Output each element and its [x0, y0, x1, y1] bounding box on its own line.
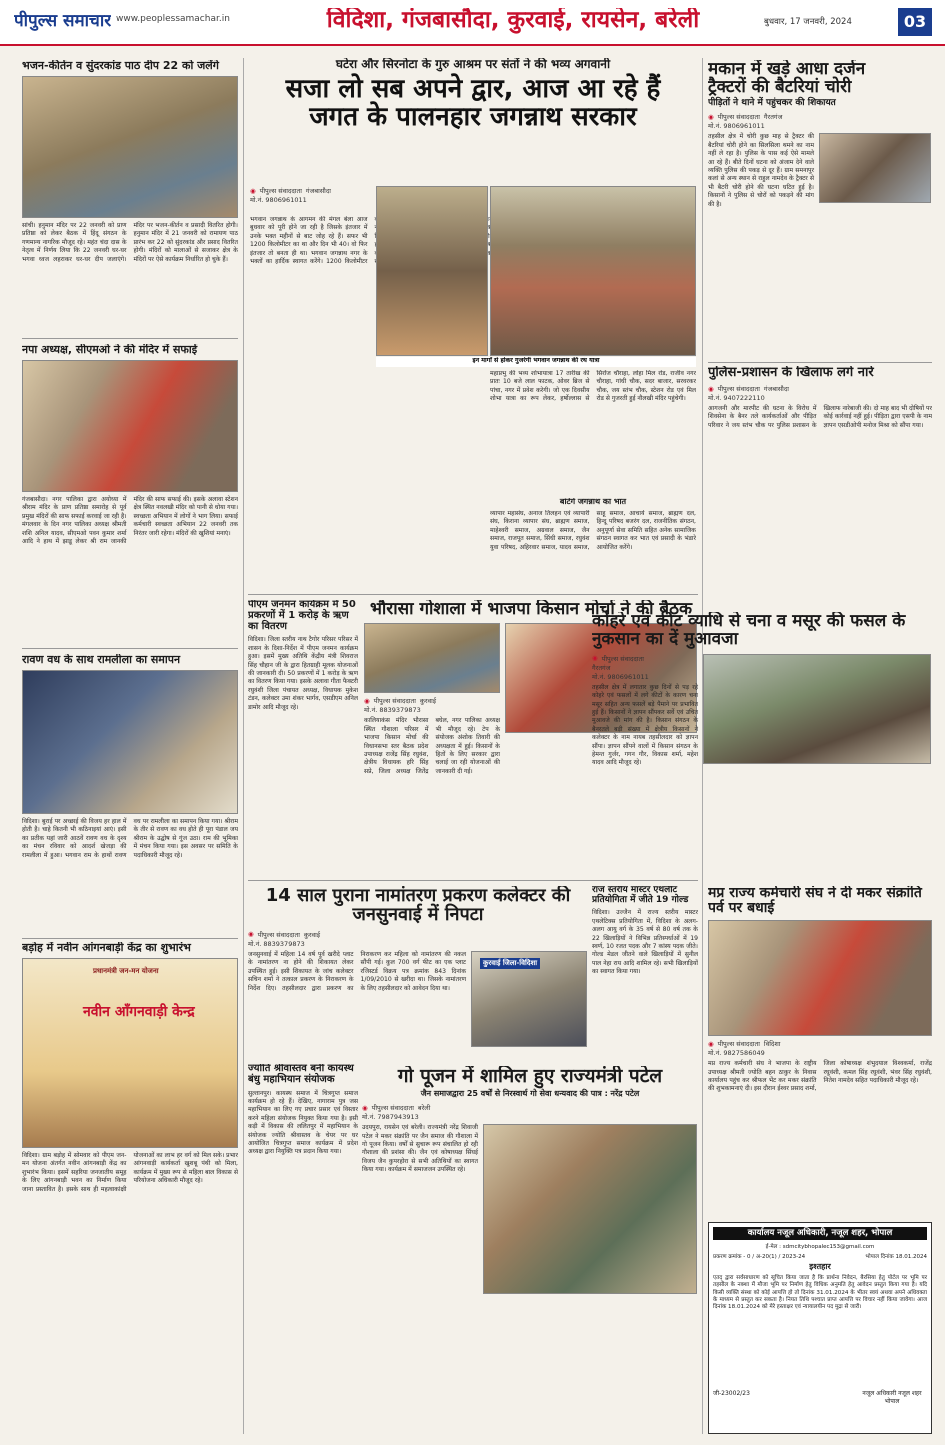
karmchari-story: मप्र राज्य कर्मचारी संघ ने दी मकर संक्रांति पर्व पर बधाई ◉ पीपुल्स संवाददाता विदिशा मो.नं. 9827586049 मप्र राज्य कर्मचारी संघ ने भाजपा के राष्ट्रीय उपाध्यक्ष श्रीमती ज्योति बहन ठाकुर के निवास कार्यालय पहुंच कर श्रीफल भेंट कर मकर संक्रांति की शुभकामनाएं दी। इस दौरान ईश्वर प्रसाद शर्मा, जिला कोषाध्यक्ष शंभुदयाल विश्वकर्मा, राजेंद्र रघुवंशी, कमल सिंह रघुवंशी, भंवर सिंह रघुवंशी, नितेश नामदेव सहित पदाधिकारी मौजूद रहे।: [708, 886, 932, 1218]
kohra-photo: [703, 654, 931, 764]
anganwadi-photo: [22, 958, 238, 1148]
tractor-story: मकान में खड़े आधा दर्जन ट्रैक्टरों की बैटरियां चोरी पीड़ितों ने थाने में पहुंचकर की शिकायत ◉ पीपुल्स संवाददाता गैरतगंज मो.नं. 9806961011 तहसील क्षेत्र में चोरी कुछ माह से ट्रैक्टर की बैटरियां चोरी होने का सिलसिला थमने का नाम नहीं ले रहा है। पुलिस के पास कई ऐसे मामले आ रहे हैं। बीते दिनों घटना को अंजाम देने वाले व्यक्ति पुलिस की पकड़ से दूर हैं। ग्राम समनापुर कलां से अन्य स्थान से राहुल नामदेव के ट्रैक्टर से भी बैटरी चोरी होने की घटना घटित हुई है। किसानों ने पुलिस से चोरों को पकड़ने की मांग की है।: [708, 60, 932, 360]
byline-name: पीपुल्स संवाददाता: [259, 187, 302, 195]
bhajan-story: [22, 60, 238, 336]
pmjan-body: विदिशा। जिला स्तरीय नाथ टैगोर परिसर परिसर में शासन के दिशा-निर्देश में पीएम जनमन कार्यक्रम हुआ। इसमें मुख्य अतिथि केंद्रीय मंत्री शिवराज सिंह चौहान जी के द्वारा हितग्राही मूलक योजनाओं की जानकारी दी। 50 प्रकरणों में 1 करोड़ के ऋण का वितरण किया गया। इसके अलावा गीता फैक्टरी रघुवंशी जिला पंचायत अध्यक्ष, विधायक मुकेश टंडन, कलेक्टर उमा शंकर भार्गव, एसडीएम अनिल डामोर आदि मौजूद रहे।: [248, 636, 358, 711]
gaushala-mobile: मो.नं. 8839379873: [364, 706, 421, 715]
lead-byline: [250, 186, 380, 204]
lead-photo: [490, 186, 696, 356]
athletics-body: विदिशा। उज्जैन में राज्य स्तरीय मास्टर एथलेटिक्स प्रतियोगिता में, विदिशा के अलग-अलग आयु वर्ग के 35 वर्ष से 80 वर्ष तक के 22 खिलाड़ियों ने विभिन्न प्रतिस्पर्धाओं में 19 स्वर्ण, 10 रजत पदक और 7 कांस्य पदक जीते। गोल्ड मेडल जीतने वाले खिलाड़ियों में सुनील पाल नेहा राय आदि शामिल रहे। सभी खिलाड़ियों का स्वागत किया गया।: [592, 909, 698, 976]
gaushala-byline: पीपुल्स संवाददाता: [373, 697, 416, 706]
jyoti-headline: ज्योति श्रीवास्तव बनी कायस्थ बंधु महाभियान संयोजक: [248, 1064, 354, 1085]
notice-date: भोपाल दिनांक 18.01.2024: [865, 1254, 927, 1261]
kohra-byline: पीपुल्स संवाददाता: [601, 654, 644, 663]
tractor-mobile: मो.नं. 9806961011: [708, 122, 765, 131]
masthead: [0, 0, 945, 46]
namantaran-body: जनसुनवाई में महिला 14 वर्ष पूर्व खरीदे प्लाट के नामांतरण ना होने की शिकायत लेकर उपस्थित हुई। इसी शिकायत के जांच कलेक्टर सचिन शर्मा ने तत्काल प्रकरण के निराकरण के निर्देश दिए। तहसीलदार द्वारा प्रकरण का निराकरण कर महिला को नामांतरण की नकल सौंपी गई। कुल 700 वर्ग फीट का एक प्लाट रजिस्टर्ड विक्रय पत्र क्रमांक 843 दिनांक 1/09/2010 से खरीदा था। जिसके नामांतरण के लिए तहसीलदार को आवेदन दिया था।: [248, 950, 466, 992]
bhajan-body: सांची। हनुमान मंदिर पर 22 जनवरी को प्राण प्रतिष्ठा को लेकर बैठक में हिंदू संगठन के गणमान्य नागरिक मौजूद रहे। महंत चंदा दास के नेतृत्व में निर्णय लिया कि 22 जनवरी घर-घर भगवा ध्वज लहराकर घर-घर दीप जलाएंगे। मंदिर पर भजन-कीर्तन व प्रसादी वितरित होगी। हनुमान मंदिर में 21 जनवरी को रामायण पाठ प्रारंभ कर 22 को सुंदरकांड और प्रसाद वितरित होगी। मंदिरों को मालाओं से सजाकर क्षेत्र के मंदिरों पर ऐसे कार्यक्रम निर्धारित हो चुके हैं।: [22, 221, 238, 263]
notice-head: इश्तहार: [809, 1262, 831, 1272]
athletics-headline: राज स्तरीय मास्टर एथलीट प्रतियोगिता में जीते 19 गोल्ड: [592, 886, 689, 905]
tractor-body: तहसील क्षेत्र में चोरी कुछ माह से ट्रैक्टर की बैटरियां चोरी होने का सिलसिला थमने का नाम नहीं ले रहा है। पुलिस के पास कई ऐसे मामले आ रहे हैं। बीते दिनों घटना को अंजाम देने वाले व्यक्ति पुलिस की पकड़ से दूर हैं। ग्राम समनापुर कलां से अन्य स्थान से राहुल नामदेव के ट्रैक्टर से भी बैटरी चोरी होने की घटना घटित हुई है। किसानों ने पुलिस से चोरों को पकड़ने की मांग की है।: [708, 133, 814, 208]
sub2-body: व्यापार महासंघ, अनाज तिलहन एवं व्यापारी संघ, किराना व्यापार संघ, ब्राह्मण समाज, माहेश्वरी समाज, अग्रवाल समाज, जैन समाज, राजपूत समाज, सिंधी समाज, रघुवंश युवा परिषद, अहिरवार समाज, यादव समाज, साहू समाज, आचार्य समाज, ब्राह्मण दल, हिन्दू परिषद बजरंग दल, राजनीतिक संगठन, अनुपूर्णा सेवा समिति सहित अनेक सामाजिक संगठन स्वागत कर भात एवं प्रसादी के भंडारे आयोजित करेंगे।: [490, 510, 696, 551]
namantaran-place: कुरवाई: [303, 930, 321, 939]
tractor-subhead: पीड़ितों ने थाने में पहुंचकर की शिकायत: [708, 97, 836, 108]
anganwadi-body: विदिशा। ग्राम बड़ोह में सोमवार को पीएम जन-मन योजना अंतर्गत नवीन आंगनबाड़ी केंद्र का शुभारंभ किया। इसमें सहरिया जनजातीय समूह के लिए आंगनबाड़ी भवन का निर्माण किया जाना प्रस्तावित है। इसके साथ ही महत्वाकांक्षी योजनाओं का लाभ हर वर्ग को मिल सके। प्रभार आंगनवाड़ी कार्यकर्ता खुशबू पंथी को मिला, कार्यक्रम में मुख्य रूप से महिला बाल विकास से परियोजना अधिकारी मौजूद रहे।: [22, 1151, 238, 1193]
gopujan-story: गो पूजन में शामिल हुए राज्यमंत्री पटेल जैन समाजद्वारा 25 वर्षों से निरस्वार्थ गो सेवा धन्यवाद की पात्र : नरेंद्र पटेल ◉ पीपुल्स संवाददाता बरेली मो.नं. 7987943913 उदयपुरा, रायसेन एवं बरेली। राज्यमंत्री नरेंद्र शिवाजी पटेल ने मकर संक्रांति पर जैन समाज की गौशाला में गो पूजन किया। वर्षों से सुचारू रूप संचालित हो रही गौशाला की प्रशंसा की। जैन एवं कोषाध्यक्ष सिंघई विजय जैन कुपरहोरा से सभी अतिथियों का स्वागत किया गया। कार्यक्रम में समाजजन उपस्थित रहे।: [362, 1066, 698, 1434]
pmjan-headline: पीएम जनमन कार्यक्रम में 50 प्रकरणों में 1 करोड़ के ऋण का वितरण: [248, 600, 356, 632]
gaushala-story: भौरासा गोशाला में भाजपा किसान मोर्चा ने की बैठक ◉ पीपुल्स संवाददाता कुरवाई मो.नं. 8839379873 कालियाकंस मंदिर भौरासा स्थित गौशाला परिसर में भाजपा किसान मोर्चा की विधानसभा स्तर बैठक प्रदेश उपाध्यक्ष राजेंद्र सिंह रघुवंश, क्षेत्रीय विधायक हरि सिंह सप्रे, जिला अध्यक्ष जितेंद्र बघेल, नगर पालिका अध्यक्ष भी मौजूद रहे। टेप के संयोजक अंशोक तिवारी की अध्यक्षता में हुई। किसानों के हितों के लिए सरकार द्वारा चलाई जा रही योजनाओं की जानकारी दी गई।: [364, 600, 698, 880]
kohra-body: तहसील क्षेत्र में लगातार कुछ दिनों से पड़ रहे कोहरे एवं फसलों में लगे कीटों के कारण चना मसूर सहित अन्य फसलें बड़े पैमाने पर प्रभावित हुई हैं। किसानों ने ज्ञापन सौंपकर सर्वे एवं उचित मुआवजे की मांग की है। किसान संगठन के बैनरतले बड़ी संख्या में क्षेत्रीय किसानों ने कलेक्टर के नाम नायब तहसीलदार को ज्ञापन सौंपा। ज्ञापन सौंपने वालों में किसान संगठन के हेमन्त गुर्जर, गगन गौर, विकास शर्मा, महेश यादव आदि मौजूद रहे।: [592, 683, 698, 767]
jyoti-story: [248, 1064, 358, 1434]
edition-title: विदिशा, गंजबासौदा, कुरवाई, रायसेन, बरेली: [326, 8, 700, 33]
namantaran-story: 14 साल पुराना नामांतरण प्रकरण कलेक्टर की जनसुनवाई में निपटा ◉ पीपुल्स संवाददाता कुरवाई मो.नं. 8839379873 जनसुनवाई में महिला 14 वर्ष पूर्व खरीदे प्लाट के नामांतरण ना होने की शिकायत लेकर उपस्थित हुई। इसी शिकायत के जांच कलेक्टर सचिन शर्मा ने तत्काल प्रकरण के निराकरण के निर्देश दिए। तहसीलदार द्वारा प्रकरण का निराकरण कर महिला को नामांतरण की नकल सौंपी गई। कुल 700 वर्ग फीट का एक प्लाट रजिस्टर्ड विक्रय पत्र क्रमांक 843 दिनांक 1/09/2010 से खरीदा था। जिसके नामांतरण के लिए तहसीलदार को आवेदन दिया था। कुरवाई जिला-विदिशा: [248, 886, 588, 1062]
kohra-place: गैरतगंज: [592, 663, 611, 672]
gaushala-place: कुरवाई: [419, 697, 437, 706]
lead-headline-1: सजा लो सब अपने द्वार, आज आ रहे हैं: [285, 73, 661, 104]
notice-office: कार्यालय नजूल अधिकारी, नजूल शहर, भोपाल: [713, 1227, 927, 1240]
route-body: महाप्रभु की भव्य शोभायात्रा 17 तारीख की प्रातः 10 बजे लाल फाटक, ओवर ब्रिज से पांचा, नगर में प्रवेश करेगी। जो एक दिवसीय शोभा यात्रा का रूप लेकर, हर्षोल्लास से सिरोंज चौराहा, लोहा मिल रोड, राजीव नगर चौराहा, गांधी चौक, सदर बाजार, सरवरकर चौक, जय स्तंभ चौक, स्टेशन रोड एवं मिल रोड से गुजरती हुई नौलखी मंदिर पहुंचेगी।: [490, 370, 696, 403]
date: बुधवार, 17 जनवरी, 2024: [764, 17, 852, 27]
gopujan-headline: गो पूजन में शामिल हुए राज्यमंत्री पटेल: [397, 1066, 663, 1087]
police-mobile: मो.नं. 9407222110: [708, 394, 765, 403]
notice-email: ई-मेल : sdmcitybhopalec153@gmail.com: [765, 1244, 875, 1251]
gaushala-headline: भौरासा गोशाला में भाजपा किसान मोर्चा ने की बैठक: [369, 600, 693, 619]
karmchari-photo: [708, 920, 932, 1036]
karmchari-byline: पीपुल्स संवाददाता: [717, 1040, 760, 1049]
notice-box: [708, 1222, 932, 1434]
gopujan-mobile: मो.नं. 7987943913: [362, 1113, 419, 1122]
karmchari-place: विदिशा: [763, 1040, 781, 1049]
lead-body: भगवान जगन्नाथ के आगमन की मंगल बेला आज बुधवार को पूरी होने जा रही है जिसके इंतजार में उनके भक्त महीनों से बाट जोह रहे हैं। सफर भी 1200 किलोमीटर का था और दिन भी 40। वो फिर इंतजार तो बनता ही था। भगवान जगन्नाथ नगर के भक्तों का हार्दिक स्वागत करेंगे। 1200 किलोमीटर: [250, 216, 368, 266]
tractor-place: गैरतगंज: [763, 113, 783, 122]
police-story: पुलिस-प्रशासन के खिलाफ लगे नारे ◉ पीपुल्स संवाददाता गंजबासौदा मो.नं. 9407222110 आगजनी और मारपीट की घटना के विरोध में शिवसेना के बैनर तले कार्यकर्ताओं और पीड़ित परिवार ने जय स्तंभ चौक पर पुलिस प्रशासन के खिलाफ नारेबाजी की। दो माह बाद भी दोषियों पर कोई कार्रवाई नहीं हुई। पीड़िता द्वारा एसपी के नाम ज्ञापन एसडीओपी मनोज मिश्रा को सौंपा गया।: [708, 366, 932, 610]
tractor-byline: पीपुल्स संवाददाता: [717, 113, 760, 122]
karmchari-mobile: मो.नं. 9827586049: [708, 1049, 765, 1058]
paper-logo: पीपुल्स समाचार: [14, 11, 112, 31]
gopujan-kicker: जैन समाजद्वारा 25 वर्षों से निरस्वार्थ गो सेवा धन्यवाद की पात्र : नरेंद्र पटेल: [420, 1088, 640, 1098]
gaushala-body-a: कालियाकंस मंदिर भौरासा स्थित गौशाला परिसर में भाजपा किसान मोर्चा की विधानसभा स्तर बैठक प्रदेश उपाध्यक्ष राजेंद्र सिंह रघुवंश, क्षेत्रीय विधायक हरि सिंह सप्रे, जिला अध्यक्ष जितेंद्र बघेल, नगर पालिका अध्यक्ष भी मौजूद रहे। टेप के संयोजक अंशोक तिवारी की अध्यक्षता में हुई। किसानों के हितों के लिए सरकार द्वारा चलाई जा रही योजनाओं की जानकारी दी गई।: [364, 717, 500, 775]
bhajan-photo: [22, 76, 238, 218]
namantaran-headline: 14 साल पुराना नामांतरण प्रकरण कलेक्टर की जनसुनवाई में निपटा: [265, 886, 571, 926]
notice-sign: नजूल अधिकारी नजूल शहर भोपाल: [862, 1389, 922, 1405]
lead-headline-2: जगत के पालनहार जगन्नाथ सरकार: [309, 102, 637, 133]
namantaran-photo-label: कुरवाई जिला-विदिशा: [480, 958, 540, 969]
notice-case: प्रकरण क्रमांक - 0 / अ-20(1) / 2023-24: [713, 1254, 806, 1261]
byline-mobile: मो.नं. 9806961011: [250, 196, 307, 204]
kohra-headline: कोहरे एवं कीट व्याधि से चना व मसूर की फसल के नुकसान का दें मुआवजा: [592, 612, 906, 650]
anganwadi-banner-main: नवीन आँगनवाड़ी केन्द्र: [83, 1003, 195, 1020]
ravan-headline: रावण वध के साथ रामलीला का समापन: [22, 654, 181, 666]
karmchari-body: मप्र राज्य कर्मचारी संघ ने भाजपा के राष्ट्रीय उपाध्यक्ष श्रीमती ज्योति बहन ठाकुर के निवास कार्यालय पहुंच कर श्रीफल भेंट कर मकर संक्रांति की शुभकामनाएं दी। इस दौरान ईश्वर प्रसाद शर्मा, जिला कोषाध्यक्ष शंभुदयाल विश्वकर्मा, राजेंद्र रघुवंशी, कमल सिंह रघुवंशी, भंवर सिंह रघुवंशी, नितेश नामदेव सहित पदाधिकारी मौजूद रहे।: [708, 1060, 932, 1093]
ravan-story: [22, 654, 238, 936]
bhajan-headline: भजन-कीर्तन व सुंदरकांड पाठ दीप 22 को जलेंगे: [22, 60, 219, 72]
notice-body: एतद् द्वारा सर्वसाधारण को सूचित किया जाता है कि प्रार्थना निवेदन, बैरसिया हेतु पोर्टल पर भूमि पर तहसील के नक्शा में मौजा भूमि पर निर्माण हेतु विधिक अनुमति हेतु आवेदन प्रस्तुत किया गया है। यदि किसी व्यक्ति संस्था को कोई आपत्ति हो तो दिनांक 31.01.2024 के भीतर स्वयं अथवा अपने अधिवक्ता के माध्यम से प्रस्तुत कर सकता है। नियत तिथि पश्चात प्राप्त आपत्ति पर विचार नहीं किया जावेगा। आज दिनांक 18.01.2024 को मेरे हस्ताक्षर एवं न्यायालयीन पद मुद्रा से जारी।: [713, 1274, 927, 1311]
tractor-headline-2: ट्रैक्टरों की बैटरियां चोरी: [708, 77, 852, 98]
namantaran-byline: पीपुल्स संवाददाता: [257, 930, 300, 939]
website: www.peoplessamachar.in: [116, 14, 230, 24]
athletics-story: [592, 886, 698, 1062]
police-place: गंजबासौदा: [763, 385, 789, 394]
police-body: आगजनी और मारपीट की घटना के विरोध में शिवसेना के बैनर तले कार्यकर्ताओं और पीड़ित परिवार ने जय स्तंभ चौक पर पुलिस प्रशासन के खिलाफ नारेबाजी की। दो माह बाद भी दोषियों पर कोई कार्रवाई नहीं हुई। पीड़िता द्वारा एसपी के नाम ज्ञापन एसडीओपी मनोज मिश्रा को सौंपा गया।: [708, 405, 932, 429]
byline-place: गंजबासौदा: [305, 187, 331, 195]
police-byline: पीपुल्स संवाददाता: [717, 385, 760, 394]
tractor-photo: [819, 133, 931, 203]
namantaran-photo: [471, 951, 587, 1047]
gaushala-photo: [364, 623, 500, 693]
anganwadi-story: [22, 942, 238, 1432]
pmjan-story: [248, 600, 358, 890]
karmchari-headline: मप्र राज्य कर्मचारी संघ ने दी मकर संक्रांति पर्व पर बधाई: [708, 886, 922, 917]
napa-photo: [22, 360, 238, 492]
sub2-heading: बांटेंगे जगन्नाथ का भात: [559, 498, 627, 506]
gopujan-byline: पीपुल्स संवाददाता: [371, 1104, 414, 1113]
notice-ref: जी-23002/23: [713, 1389, 750, 1397]
gopujan-photo: [483, 1124, 697, 1294]
lead-photo-small: [376, 186, 488, 356]
police-headline: पुलिस-प्रशासन के खिलाफ लगे नारे: [708, 366, 874, 380]
anganwadi-headline: बड़ोह में नवीन आंगनबाड़ी केंद्र का शुभारंभ: [22, 942, 191, 954]
namantaran-mobile: मो.नं. 8839379873: [248, 939, 305, 948]
tractor-headline-1: मकान में खड़े आधा दर्जन: [708, 60, 866, 79]
napa-body: गंजबासौदा। नगर पालिका द्वारा अयोध्या में श्रीराम मंदिर के प्राण प्रतिष्ठा समारोह से पूर्व प्रमुख मंदिरों की साफ सफाई करवाई जा रही है। मंगलवार के दिन नगर पालिका अध्यक्ष श्रीमती शशि अनिल यादव, सीएमओ पवन कुमार शर्मा आदि ने हाथ में झाडू लेकर श्री राम जानकी मंदिर की साफ सफाई की। इसके अलावा स्टेशन क्षेत्र स्थित नवलखी मंदिर को पानी से धोया गया। स्वच्छता अभियान में लोगों ने भाग लिया। सफाई कर्मचारी स्वच्छता अभियान 22 जनवरी तक निरंतर जारी रहेगा। मंदिरों की खुशियां मनाएं।: [22, 495, 238, 545]
page-number: 03: [898, 8, 932, 36]
lead-kicker: घटेरा और सिरनोटा के गुरु आश्रम पर संतों ने की भव्य अगवानी: [335, 58, 611, 71]
jyoti-body: सुल्तानपुर। कायस्थ समाज में चित्रगुप्त समाज कार्यक्रम हो रहे हैं। देखिए, नागाराम पुत्र जस महाभियान का लिए गए प्रचार प्रसार एवं विस्तार करने महिला संयोजक नियुक्त किया गया है। इसी कड़ी में विकास की ललितपुर में महाभियान के संयोजक ज्योति श्रीवास्तव के चेयर पर घर आयोजित चित्रगुप्त समाज कार्यक्रम में प्रदेश अध्यक्ष द्वारा नियुक्ति पत्र प्रदान किया गया।: [248, 1089, 358, 1156]
route-caption: इन मार्गों से होकर गुजरेगी भगवान जगन्नाथ की रथ यात्रा: [376, 357, 696, 367]
gopujan-body: उदयपुरा, रायसेन एवं बरेली। राज्यमंत्री नरेंद्र शिवाजी पटेल ने मकर संक्रांति पर जैन समाज की गौशाला में गो पूजन किया। वर्षों से सुचारू रूप संचालित हो रही गौशाला की प्रशंसा की। जैन एवं कोषाध्यक्ष सिंघई विजय जैन कुपरहोरा से सभी अतिथियों का स्वागत किया गया। कार्यक्रम में समाजजन उपस्थित रहे।: [362, 1124, 478, 1174]
anganwadi-banner: प्रधानमंत्री जन-मन योजना: [93, 966, 159, 975]
napa-story: [22, 344, 238, 646]
gopujan-place: बरेली: [417, 1104, 431, 1113]
ravan-photo: [22, 670, 238, 814]
kohra-story: कोहरे एवं कीट व्याधि से चना व मसूर की फसल के नुकसान का दें मुआवजा ◉ पीपुल्स संवाददाता गैरतगंज मो.नं. 9806961011 तहसील क्षेत्र में लगातार कुछ दिनों से पड़ रहे कोहरे एवं फसलों में लगे कीटों के कारण चना मसूर सहित अन्य फसलें बड़े पैमाने पर प्रभावित हुई हैं। किसानों ने ज्ञापन सौंपकर सर्वे एवं उचित मुआवजे की मांग की है। किसान संगठन के बैनरतले बड़ी संख्या में क्षेत्रीय किसानों ने कलेक्टर के नाम नायब तहसीलदार को ज्ञापन सौंपा। ज्ञापन सौंपने वालों में किसान संगठन के हेमन्त गुर्जर, गगन गौर, विकास शर्मा, महेश यादव आदि मौजूद रहे।: [592, 612, 932, 882]
ravan-body: विदिशा। बुराई पर अच्छाई की विजय हर हाल में होती है। चाहे कितनी भी कठिनाइयां आएं। इसी का प्रतीक यहां जारी आठवें रावण वध के दृश्य का मंचन रविवार को आदर्श खेजड़ा की रामलीला में हुआ। भगवान राम के हाथों रावण वध पर रामलीला का समापन किया गया। श्रीराम के तीर से रावण का वध होते ही पूरा पंडाल जय श्रीराम के उद्घोष से गूंज उठा। राम की भूमिका में मंचन किया गया। इस अवसर पर समिति के पदाधिकारी मौजूद रहे।: [22, 817, 238, 859]
napa-headline: नपा अध्यक्ष, सीएमओ ने की मंदिर में सफाई: [22, 344, 198, 356]
kohra-mobile: मो.नं. 9806961011: [592, 672, 649, 681]
byline-logo: ◉: [250, 186, 256, 195]
